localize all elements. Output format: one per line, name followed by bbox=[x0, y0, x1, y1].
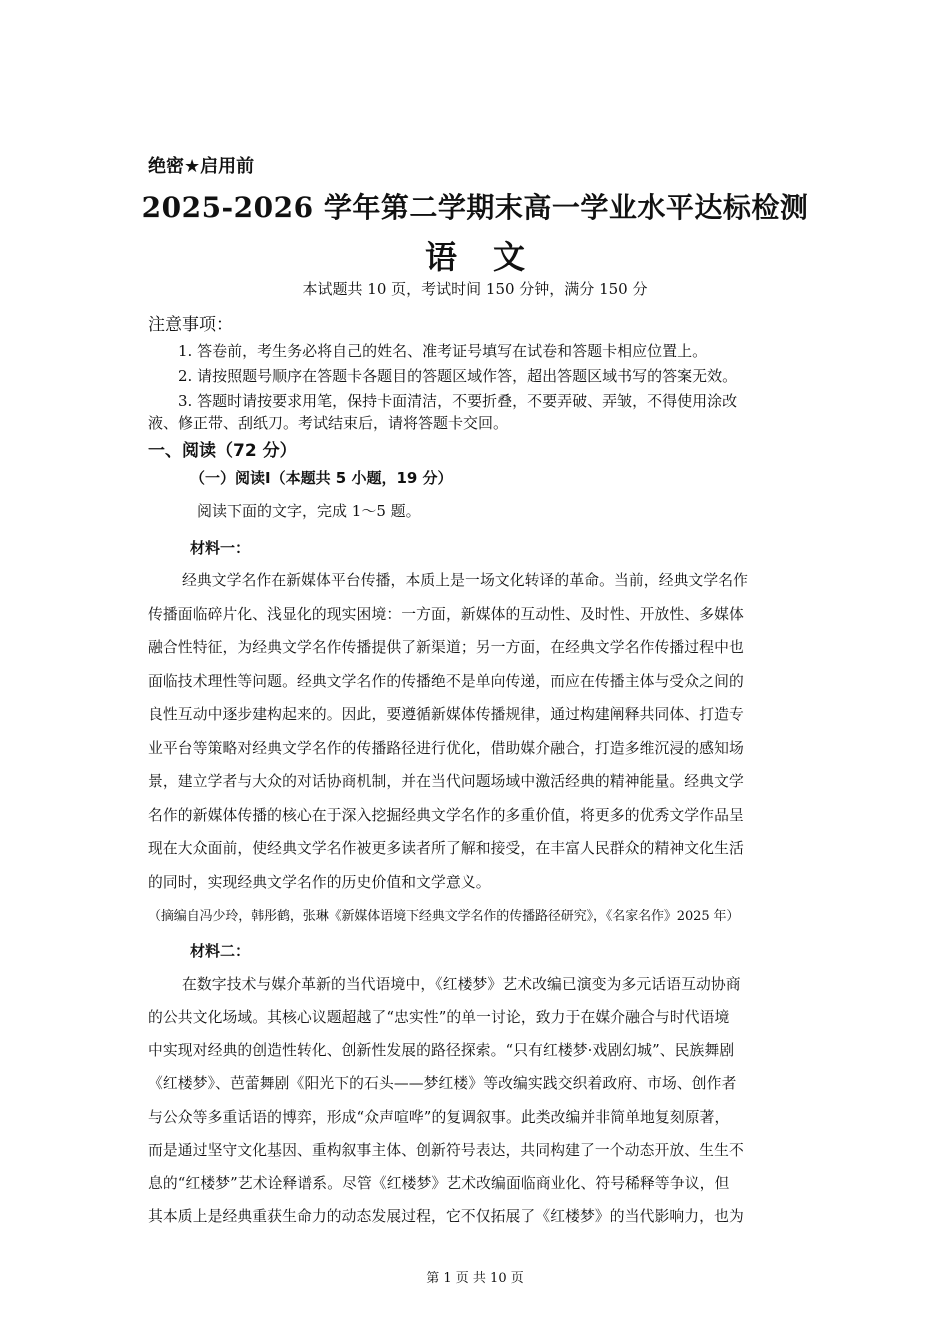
material-one-line: 良性互动中逐步建构起来的。因此，要遵循新媒体传播规律，通过构建阐释共同体、打造专 bbox=[148, 706, 744, 723]
material-two-line: 与公众等多重话语的博弈，形成“众声喧哗”的复调叙事。此类改编并非简单地复刻原著， bbox=[148, 1109, 730, 1126]
material-one-line: 名作的新媒体传播的核心在于深入挖掘经典文学名作的多重价值，将更多的优秀文学作品呈 bbox=[148, 807, 744, 824]
material-two-line: 在数字技术与媒介革新的当代语境中，《红楼梦》艺术改编已演变为多元话语互动协商 bbox=[182, 976, 741, 993]
material-one-source: （摘编自冯少玲，韩彤鹤，张琳《新媒体语境下经典文学名作的传播路径研究》，《名家名作》2025 年） bbox=[148, 909, 740, 924]
notice-line: 1. 答卷前，考生务必将自己的姓名、准考证号填写在试卷和答题卡相应位置上。 bbox=[178, 342, 708, 360]
material-one-line: 现在大众面前，使经典文学名作被更多读者所了解和接受，在丰富人民群众的精神文化生活 bbox=[148, 840, 744, 857]
section-heading: 一、阅读（72 分） bbox=[148, 441, 297, 461]
confidential-label: 绝密★启用前 bbox=[148, 156, 255, 177]
material-one-line: 景，建立学者与大众的对话协商机制，并在当代问题场域中激活经典的精神能量。经典文学 bbox=[148, 773, 744, 790]
material-one-line: 经典文学名作在新媒体平台传播，本质上是一场文化转译的革命。当前，经典文学名作 bbox=[182, 572, 749, 589]
exam-title: 2025-2026 学年第二学期末高一学业水平达标检测 bbox=[141, 191, 809, 224]
material-two-line: 的公共文化场域。其核心议题超越了“忠实性”的单一讨论，致力于在媒介融合与时代语境 bbox=[148, 1009, 730, 1026]
material-one-line: 业平台等策略对经典文学名作的传播路径进行优化，借助媒介融合，打造多维沉浸的感知场 bbox=[148, 740, 744, 757]
material-one-line: 面临技术理性等问题。经典文学名作的传播绝不是单向传递，而应在传播主体与受众之间的 bbox=[148, 673, 744, 690]
material-two-line: 《红楼梦》、芭蕾舞剧《阳光下的石头——梦红楼》等改编实践交织着政府、市场、创作者 bbox=[148, 1075, 737, 1092]
notice-line: 3. 答题时请按要求用笔，保持卡面清洁，不要折叠，不要弄破、弄皱，不得使用涂改 bbox=[178, 392, 738, 410]
notice-line: 2. 请按照题号顺序在答题卡各题目的答题区域作答，超出答题区域书写的答案无效。 bbox=[178, 367, 738, 385]
material-one-line: 融合性特征，为经典文学名作传播提供了新渠道；另一方面，在经典文学名作传播过程中也 bbox=[148, 639, 744, 656]
notice-heading: 注意事项： bbox=[148, 315, 233, 335]
material-two-line: 而是通过坚守文化基因、重构叙事主体、创新符号表达，共同构建了一个动态开放、生生不 bbox=[148, 1142, 744, 1159]
exam-info: 本试题共 10 页，考试时间 150 分钟，满分 150 分 bbox=[302, 280, 648, 298]
page-number: 第 1 页 共 10 页 bbox=[426, 1271, 524, 1286]
material-two-line: 息的“红楼梦”艺术诠释谱系。尽管《红楼梦》艺术改编面临商业化、符号稀释等争议，但 bbox=[148, 1175, 730, 1192]
subsection-heading: （一）阅读I（本题共 5 小题，19 分） bbox=[190, 469, 453, 487]
notice-line: 液、修正带、刮纸刀。考试结束后，请将答题卡交回。 bbox=[148, 414, 509, 432]
reading-instruction: 阅读下面的文字，完成 1～5 题。 bbox=[197, 502, 421, 520]
material-one-line: 的同时，实现经典文学名作的历史价值和文学意义。 bbox=[148, 874, 491, 891]
material-one-line: 传播面临碎片化、浅显化的现实困境：一方面，新媒体的互动性、及时性、开放性、多媒体 bbox=[148, 606, 744, 623]
material-two-line: 中实现对经典的创造性转化、创新性发展的路径探索。“只有红楼梦·戏剧幻城”、民族舞剧 bbox=[148, 1042, 735, 1059]
subject-title: 语文 bbox=[424, 238, 561, 276]
material-two-line: 其本质上是经典重获生命力的动态发展过程，它不仅拓展了《红楼梦》的当代影响力，也为 bbox=[148, 1208, 744, 1225]
material-one-label: 材料一： bbox=[190, 539, 251, 557]
material-two-label: 材料二： bbox=[190, 942, 251, 960]
